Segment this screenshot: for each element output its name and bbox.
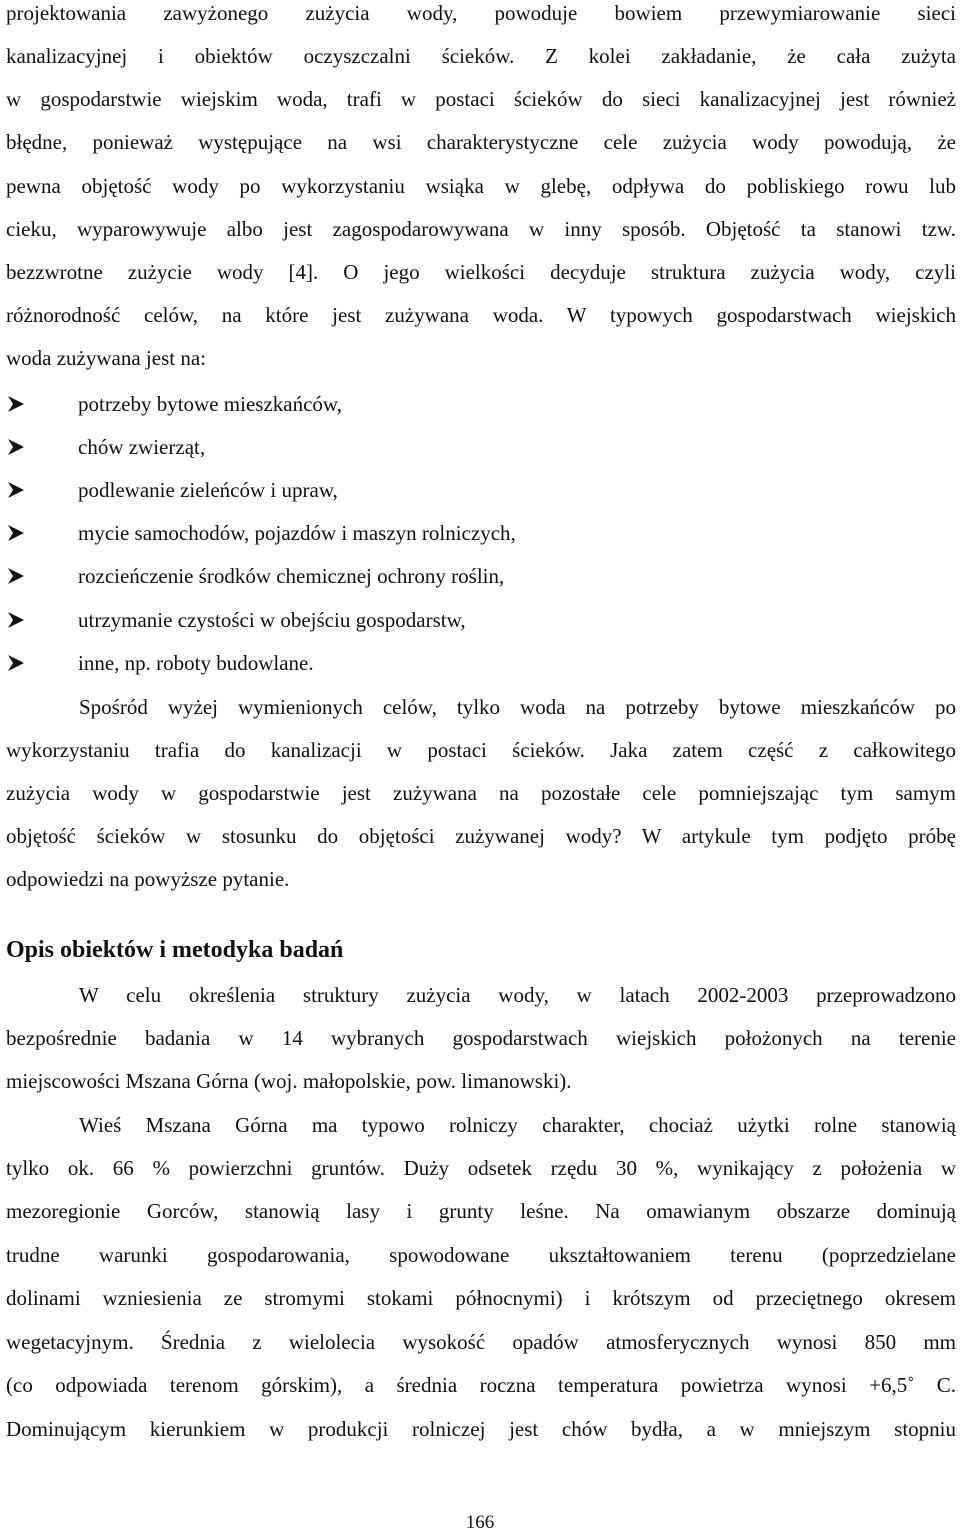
list-item-text: chów zwierząt, [78,435,206,459]
text-line: cieku, wyparowywuje albo jest zagospodarowywana w inny sposób. Objętość ta stanowi tzw. [6,217,956,241]
text-line: kanalizacyjnej i obiektów oczyszczalni ścieków. Z kolei zakładanie, że cała zużyta [6,44,956,68]
page-number: 166 [465,1512,495,1533]
list-item [6,563,906,589]
arrowhead-bullet-icon [6,611,26,629]
text-line: woda zużywana jest na: [6,346,207,370]
text-line: Spośród wyżej wymienionych celów, tylko woda na potrzeby bytowe mieszkańców po [79,695,956,719]
text-line: wykorzystaniu trafia do kanalizacji w postaci ścieków. Jaka zatem część z całkowitego [6,738,956,762]
text-line: objętość ścieków w stosunku do objętości zużywanej wody? W artykule tym podjęto próbę [6,824,956,848]
list-item [6,520,906,546]
list-item [6,477,906,503]
arrowhead-bullet-icon [6,438,26,456]
text-line: Dominującym kierunkiem w produkcji rolniczej jest chów bydła, a w mniejszym stopniu [6,1417,956,1441]
text-line: zużycia wody w gospodarstwie jest zużywana na pozostałe cele pomniejszając tym samym [6,781,956,805]
text-line: trudne warunki gospodarowania, spowodowane ukształtowaniem terenu (poprzedzielane [6,1243,956,1267]
text-line: Wieś Mszana Górna ma typowo rolniczy charakter, chociaż użytki rolne stanowią [79,1113,956,1137]
arrowhead-bullet-icon [6,481,26,499]
text-line: odpowiedzi na powyższe pytanie. [6,867,290,891]
text-line: błędne, ponieważ występujące na wsi charakterystyczne cele zużycia wody powodują, że [6,130,956,154]
text-line: bezzwrotne zużycie wody [4]. O jego wielkości decyduje struktura zużycia wody, czyli [6,260,956,284]
list-item-text: rozcieńczenie środków chemicznej ochrony roślin, [78,564,505,588]
text-line: bezpośrednie badania w 14 wybranych gospodarstwach wiejskich położonych na terenie [6,1026,956,1050]
text-line: projektowania zawyżonego zużycia wody, powoduje bowiem przewymiarowanie sieci [6,1,956,25]
arrowhead-bullet-icon [6,567,26,585]
list-item [6,650,906,676]
text-line: wegetacyjnym. Średnia z wielolecia wysokość opadów atmosferycznych wynosi 850 mm [6,1330,956,1354]
arrowhead-bullet-icon [6,524,26,542]
text-line: mezoregionie Gorców, stanowią lasy i grunty leśne. Na omawianym obszarze dominują [6,1199,956,1223]
list-item [6,434,906,460]
text-line: dolinami wzniesienia ze stromymi stokami północnymi) i krótszym od przeciętnego okresem [6,1286,956,1310]
text-line: W celu określenia struktury zużycia wody, w latach 2002-2003 przeprowadzono [79,983,956,1007]
arrowhead-bullet-icon [6,395,26,413]
list-item-text: potrzeby bytowe mieszkańców, [78,392,342,416]
text-line: różnorodność celów, na które jest zużywana woda. W typowych gospodarstwach wiejskich [6,303,956,327]
list-item [6,607,906,633]
text-line: tylko ok. 66 % powierzchni gruntów. Duży odsetek rzędu 30 %, wynikający z położenia w [6,1156,956,1180]
list-item-text: podlewanie zieleńców i upraw, [78,478,338,502]
list-item [6,391,906,417]
text-line: (co odpowiada terenom górskim), a średnia roczna temperatura powietrza wynosi +6,5˚ C. [6,1373,956,1397]
list-item-text: inne, np. roboty budowlane. [78,651,314,675]
text-line: w gospodarstwie wiejskim woda, trafi w postaci ścieków do sieci kanalizacyjnej jest również [6,87,956,111]
list-item-text: utrzymanie czystości w obejściu gospodarstw, [78,608,466,632]
text-line: miejscowości Mszana Górna (woj. małopolskie, pow. limanowski). [6,1069,572,1093]
arrowhead-bullet-icon [6,654,26,672]
text-line: pewna objętość wody po wykorzystaniu wsiąka w glebę, odpływa do pobliskiego rowu lub [6,174,956,198]
section-heading: Opis obiektów i metodyka badań [6,937,344,963]
list-item-text: mycie samochodów, pojazdów i maszyn rolniczych, [78,521,516,545]
